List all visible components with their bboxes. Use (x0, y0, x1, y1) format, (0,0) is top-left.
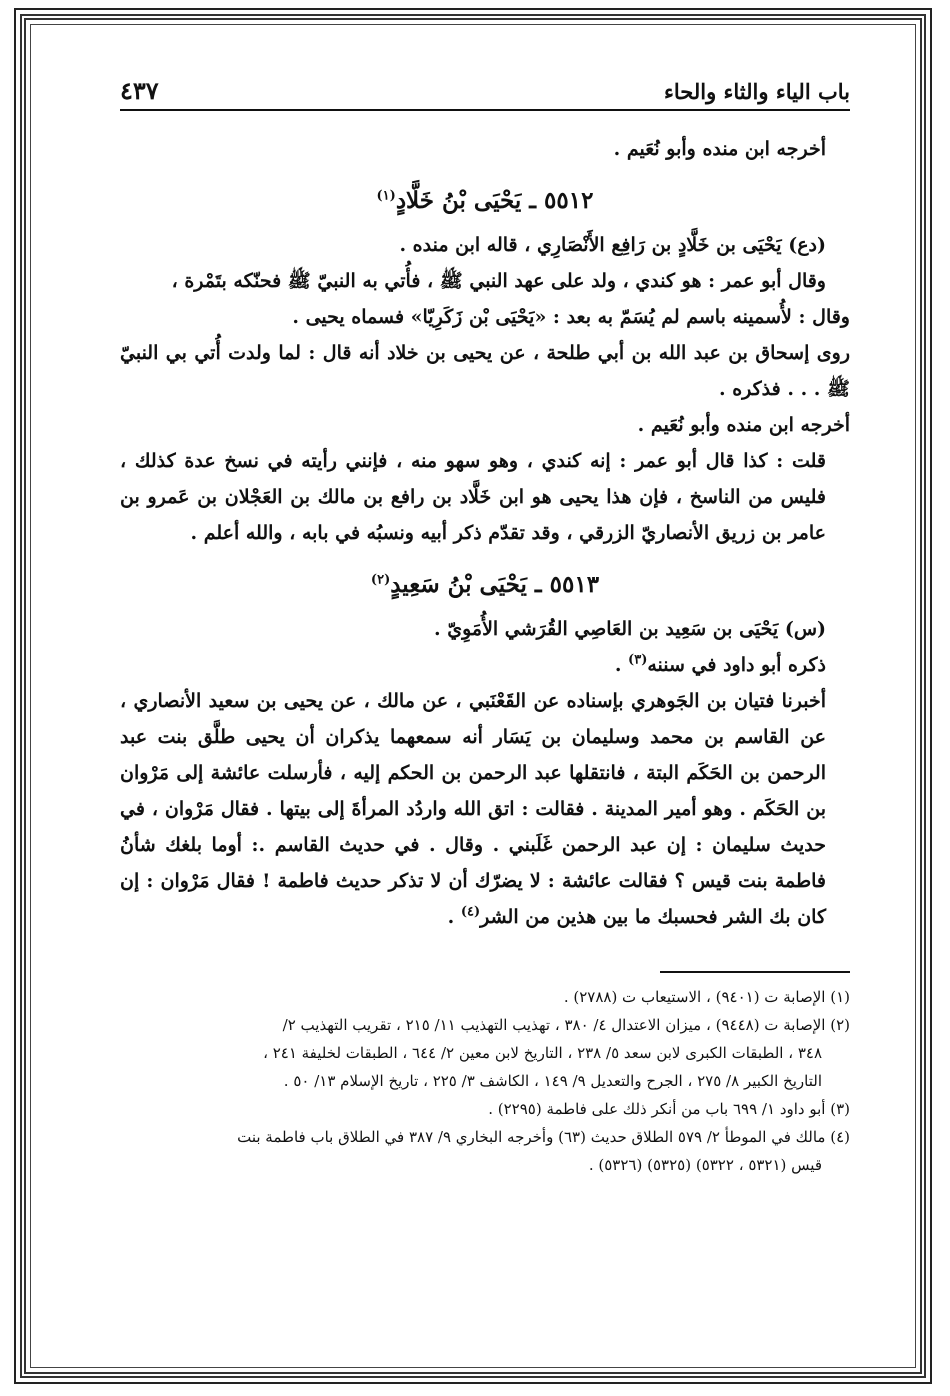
paragraph: (دع) يَحْيَى بن خَلَّادٍ بن رَافِع الأَنْصَارِي ، قاله ابن منده . (399, 234, 826, 256)
paragraph: أخرجه ابن منده وأبو نُعَيم . (637, 414, 850, 436)
footnote-2-cont: التاريخ الكبير ٨/ ٢٧٥ ، الجرح والتعديل ٩/ ١٤٩ ، الكاشف ٣/ ٢٢٥ ، تاريخ الإسلام ١٣/ ٥٠ . (283, 1072, 822, 1090)
footnote-4-cont: قيس (٥٣٢١ ، ٥٣٢٢) (٥٣٢٥) (٥٣٢٦) . (588, 1156, 822, 1174)
running-title: باب الياء والثاء والحاء (664, 79, 850, 104)
entry-title-5513 (120, 563, 850, 607)
intro-paragraph: أخرجه ابن منده وأبو نُعَيم . (613, 138, 826, 160)
paragraph-end: . (447, 906, 461, 928)
paragraph-text: أخبرنا فتيان بن الجَوهري بإسناده عن القَعْنَبي ، عن مالك ، عن يحيى بن سعيد الأنصاري ، عن القاسم بن محمد وسليمان بن يَسَار أنه سمعهما يذكران أن يحيى طلَّق بنت عبد الرحمن بن الحَكَم البتة ، فانتقلها عبد الرحمن بن الحكم إليه ، فأرسلت عائشة إلى مَرْوان بن الحَكَم . وهو أمير المدينة . فقالت : اتق الله واردُد المرأةَ إلى بيتها . فقال مَرْوان ، في حديث سليمان : إن عبد الرحمن غَلَبني . وقال . في حديث القاسم .: أوما بلغك شأنُ فاطمة بنت قيس ؟ فقالت عائشة : لا يضرّك أن لا تذكر حديث فاطمة ! فقال مَرْوان : إن كان بك الشر فحسبك ما بين هذين من الشر (120, 690, 826, 928)
footnotes (120, 983, 850, 1179)
entry-title-text: ٥٥١٣ ـ يَحْيَى بْنُ سَعِيدٍ (390, 571, 600, 598)
footnote-1: (١) الإصابة ت (٩٤٠١) ، الاستيعاب ت (٢٧٨٨) . (563, 988, 850, 1006)
paragraph: روى إسحاق بن عبد الله بن أبي طلحة ، عن يحيى بن خلاد أنه قال : لما ولدت أُتي بي النبيّ ﷺ . . . فذكره . (120, 342, 850, 400)
page-number: ٤٣٧ (120, 76, 159, 105)
page-header (120, 76, 850, 111)
paragraph: وقال : لأُسمينه باسم لم يُسَمّ به بعد : «يَحْيَى بْن زَكَرِيّا» فسماه يحيى . (292, 306, 850, 328)
paragraph-text: ذكره أبو داود في سننه (647, 654, 826, 676)
book-page (120, 76, 850, 1179)
entry-title-5512 (120, 179, 850, 223)
footnote-ref: (٢) (370, 572, 391, 588)
footnote-rule (660, 971, 850, 973)
paragraph: ذكره أبو داود في سننه$^{(٣)}$ . (614, 652, 826, 676)
footnote-ref: (٤) (460, 904, 481, 920)
entry-title-text: ٥٥١٢ ـ يَحْيَى بْنُ خَلَّادٍ (395, 187, 594, 214)
footnote-ref: (١) (376, 188, 396, 204)
footnote-2-cont: ٣٤٨ ، الطبقات الكبرى لابن سعد ٥/ ٢٣٨ ، التاريخ لابن معين ٢/ ٦٤٤ ، الطبقات لخليفة ٢٤١ ، (263, 1044, 822, 1062)
footnote-ref: (٣) (628, 652, 648, 668)
footnote-2: (٢) الإصابة ت (٩٤٤٨) ، ميزان الاعتدال ٤/ ٣٨٠ ، تهذيب التهذيب ١١/ ٢١٥ ، تقريب التهذيب ٢/ (282, 1016, 850, 1034)
paragraph (120, 683, 850, 935)
footnote-4: (٤) مالك في الموطأ ٢/ ٥٧٩ الطلاق حديث (٦٣) وأخرجه البخاري ٩/ ٣٨٧ في الطلاق باب فاطمة بنت (237, 1128, 850, 1146)
paragraph: وقال أبو عمر : هو كندي ، ولد على عهد النبي ﷺ ، فأُتي به النبيّ ﷺ فحنّكه بتَمْرة ، (171, 270, 826, 292)
footnote-3: (٣) أبو داود ١/ ٦٩٩ باب من أنكر ذلك على فاطمة (٢٢٩٥) . (488, 1100, 850, 1118)
paragraph: (س) يَحْيَى بن سَعِيد بن العَاصِي القُرَشي الأُمَوِيّ . (433, 618, 826, 640)
paragraph: قلت : كذا قال أبو عمر : إنه كندي ، وهو سهو منه ، فإنني رأيته في نسخ عدة كذلك ، فليس من الناسخ ، فإن هذا يحيى هو ابن خَلَّاد بن رافع بن مالك بن العَجْلان بن عَمرو بن عامر بن زريق الأنصاريّ الزرقي ، وقد تقدّم ذكر أبيه ونسبُه في بابه ، والله أعلم . (120, 450, 826, 544)
